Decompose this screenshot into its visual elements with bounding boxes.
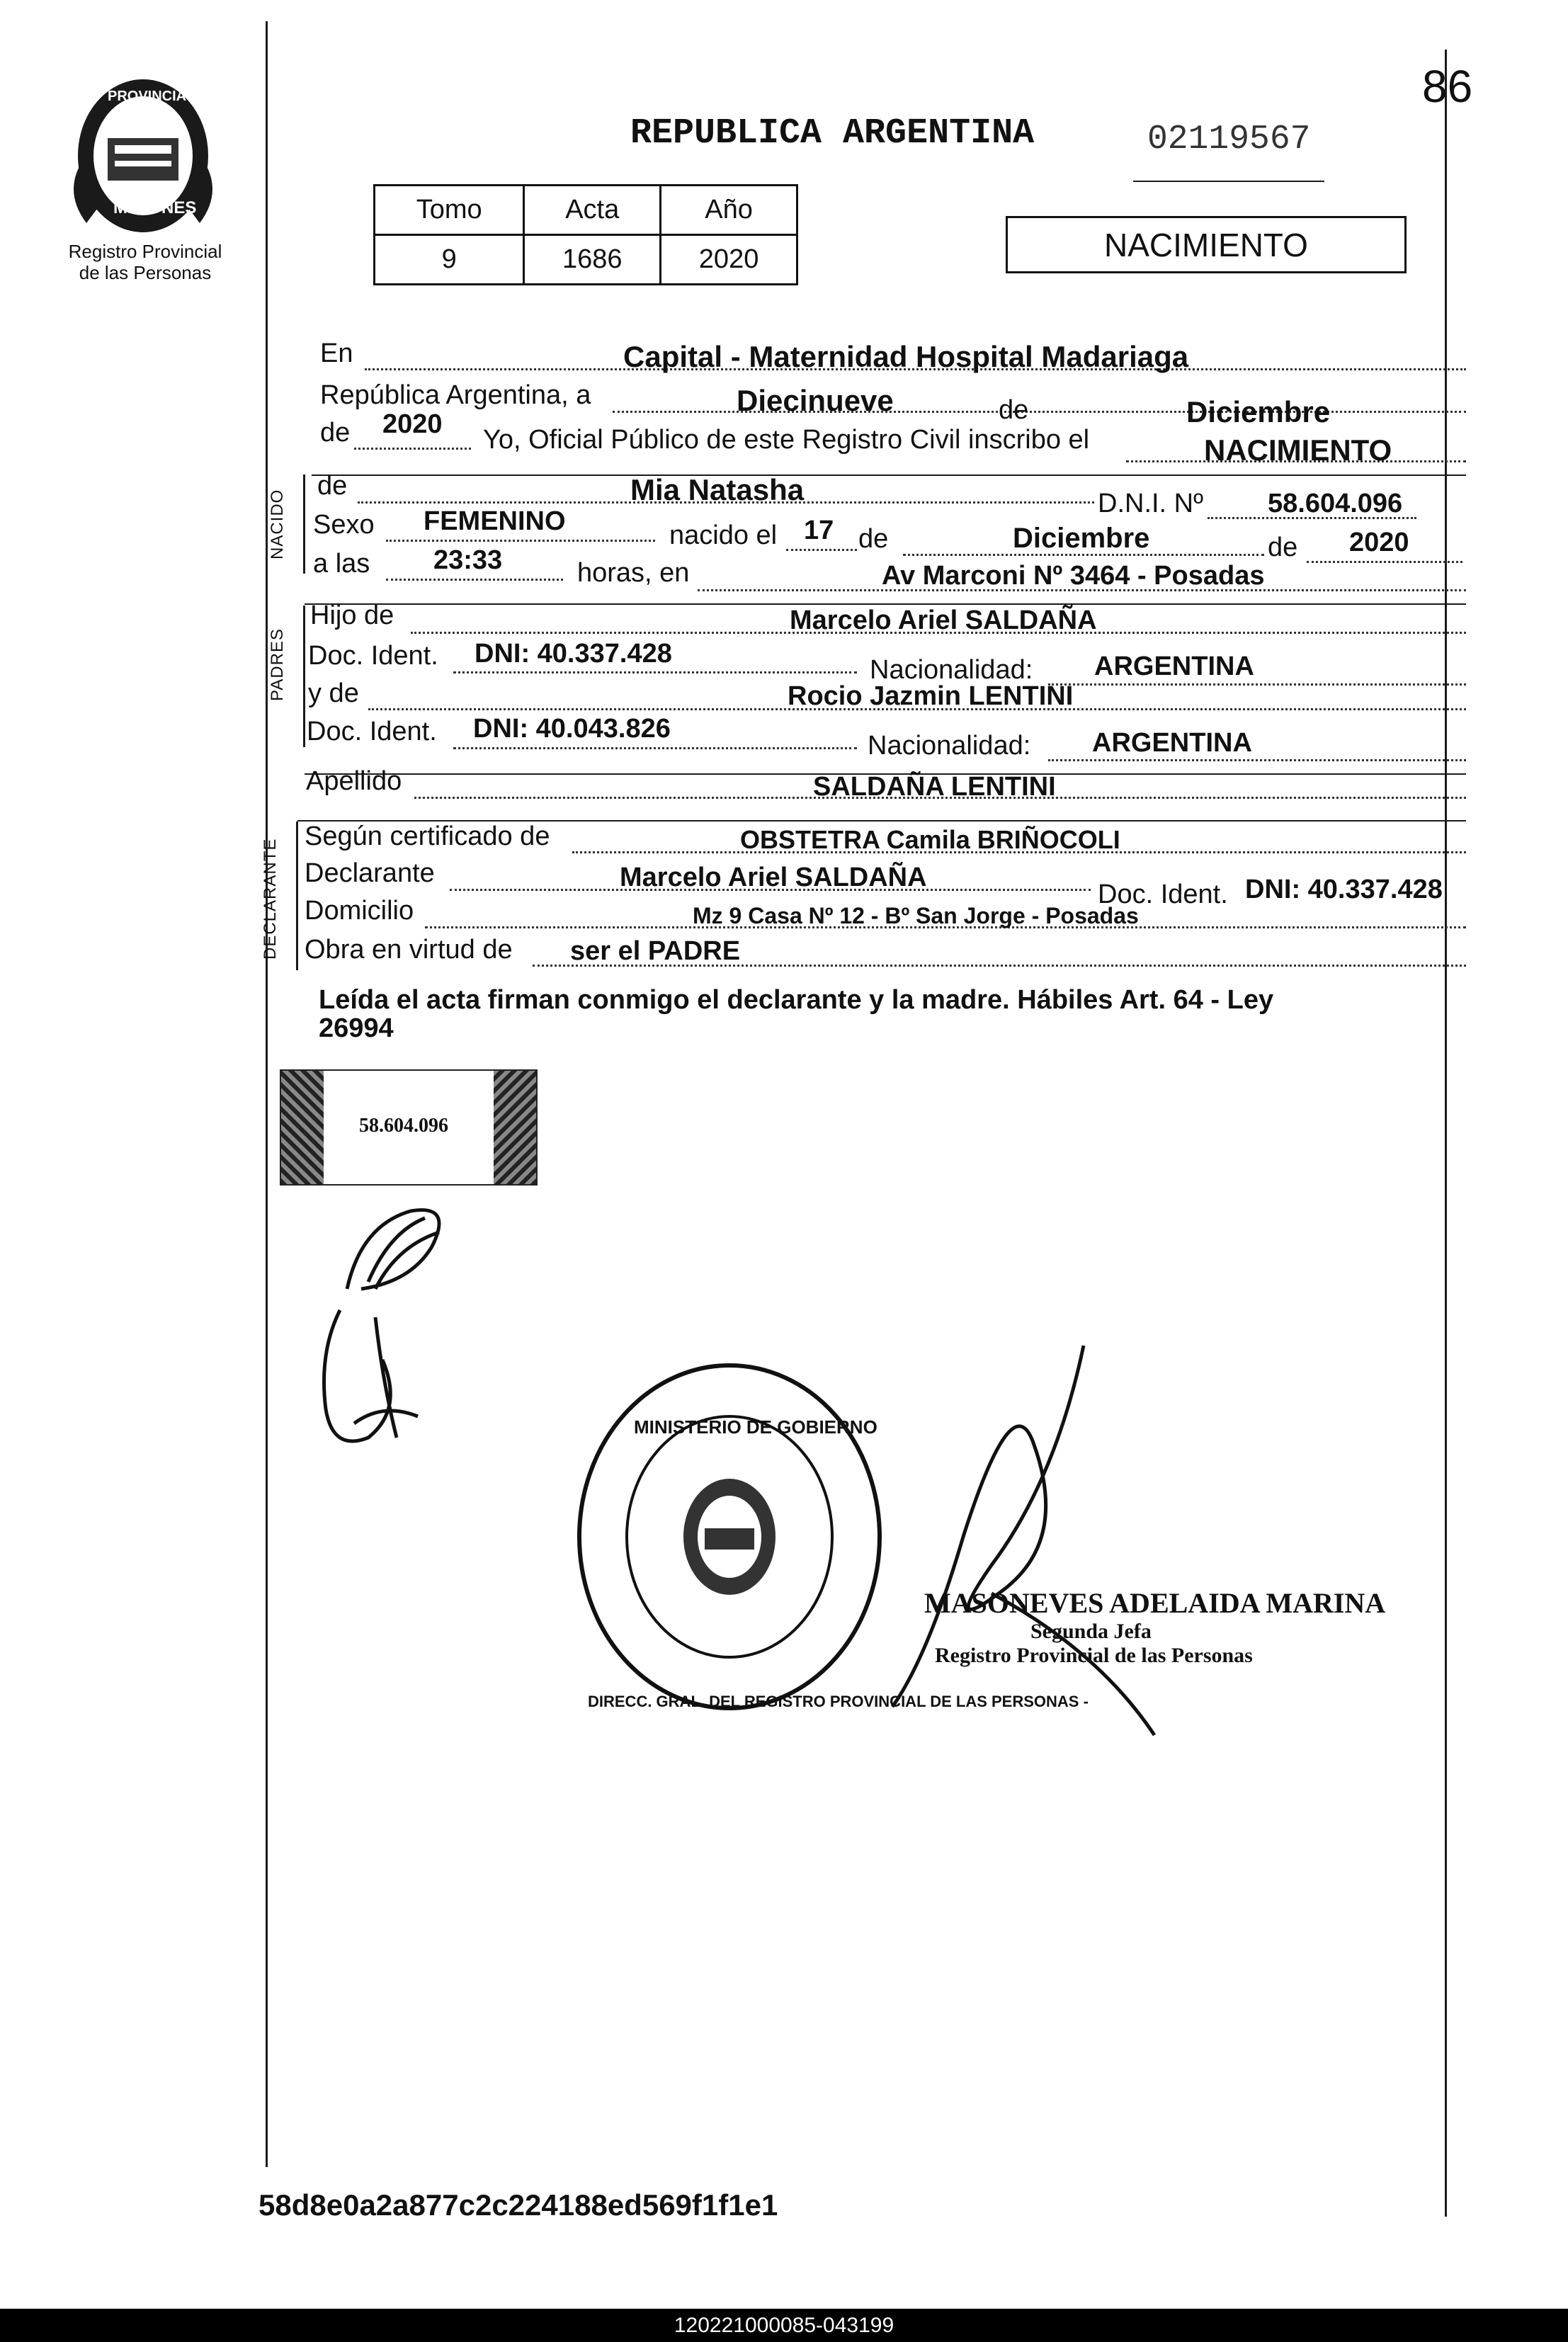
father-nat-label: Nacionalidad: — [870, 655, 1033, 685]
record-type-box — [1006, 216, 1407, 273]
record-word: NACIMIENTO — [1204, 433, 1392, 467]
document-hash: 58d8e0a2a877c2c224188ed569f1f1e1 — [259, 2188, 778, 2222]
section-declarante: DECLARANTE — [261, 838, 280, 960]
birth-year-dots — [1307, 561, 1462, 563]
right-margin-line — [1445, 50, 1447, 2217]
closing-text — [319, 986, 1273, 1042]
record-table-header: Año — [661, 186, 797, 235]
birth-year-de-label: de — [1268, 533, 1298, 562]
page-number: 86 — [1422, 61, 1473, 112]
section-divider-1 — [312, 474, 1466, 476]
obra-value: ser el PADRE — [570, 936, 741, 966]
dni-value: 58.604.096 — [1268, 489, 1403, 518]
nacido-bracket — [303, 474, 305, 574]
mother-doc-label: Doc. Ident. — [307, 717, 437, 746]
day-words: Diecinueve — [737, 384, 894, 417]
domicilio-label: Domicilio — [305, 896, 414, 926]
fingerprint-right-icon — [494, 1071, 536, 1184]
time-dots — [386, 579, 563, 581]
declarante-bracket — [296, 822, 298, 970]
mother-name: Rocio Jazmin LENTINI — [788, 681, 1074, 711]
de-label: de — [999, 395, 1029, 425]
footer-bar — [0, 2309, 1568, 2342]
fingerprint-left-icon — [281, 1071, 324, 1184]
closing-text-line1: Leída el acta firman conmigo el declarante y la madre. Hábiles Art. 64 - Ley — [319, 985, 1274, 1015]
address: Mz 9 Casa Nº 12 - Bº San Jorge - Posadas — [693, 903, 1139, 928]
father-nat-dots — [1048, 683, 1466, 686]
obra-label: Obra en virtud de — [305, 935, 513, 965]
section-nacido: NACIDO — [268, 489, 287, 559]
declarante-label: Declarante — [305, 858, 435, 888]
record-table — [373, 184, 798, 285]
mother-nat: ARGENTINA — [1092, 728, 1252, 758]
day-dots — [786, 549, 857, 551]
registry-name-line1: Registro Provincial — [68, 241, 222, 262]
left-margin-line — [266, 21, 268, 2167]
en-label: En — [320, 339, 353, 368]
mother-nat-dots — [1048, 759, 1466, 761]
footer-code: 120221000085-043199 — [674, 2313, 894, 2337]
padres-bracket — [303, 606, 305, 747]
record-type-label: NACIMIENTO — [1104, 226, 1308, 263]
father-doc-dots — [453, 671, 857, 673]
fingerprint-number: 58.604.096 — [359, 1115, 448, 1137]
birth-day: 17 — [804, 516, 834, 545]
serial-underline — [1133, 181, 1324, 182]
father-doc: DNI: 40.337.428 — [475, 639, 672, 669]
registry-logo — [65, 74, 221, 237]
birth-time: 23:33 — [433, 545, 503, 575]
dni-label: D.N.I. Nº — [1098, 489, 1203, 518]
year-dots — [354, 448, 471, 450]
logo-bottom-text: MISIONES — [113, 198, 197, 217]
sexo-label: Sexo — [313, 510, 375, 540]
sexo-value: FEMENINO — [424, 506, 566, 536]
seal-icon — [574, 1360, 1089, 1714]
birth-year: 2020 — [1349, 528, 1409, 557]
horas-label: horas, en — [577, 558, 690, 588]
official-role: Segunda Jefa — [1030, 1620, 1152, 1643]
birth-place: Av Marconi Nº 3464 - Posadas — [882, 561, 1265, 591]
country-title: REPUBLICA ARGENTINA — [630, 113, 1035, 154]
seal-outer-text: DIRECC. GRAL. DEL REGISTRO PROVINCIAL DE LAS PERSONAS - — [588, 1693, 1089, 1710]
segun-label: Según certificado de — [305, 822, 550, 851]
record-table-header: Tomo — [375, 186, 524, 235]
mother-doc: DNI: 40.043.826 — [473, 714, 671, 744]
certificate: OBSTETRA Camila BRIÑOCOLI — [740, 825, 1120, 854]
republica-label: República Argentina, a — [320, 380, 591, 410]
en-value: Capital - Maternidad Hospital Madariaga — [623, 340, 1189, 373]
birth-month: Diciembre — [1013, 523, 1150, 554]
closing-text-line2: 26994 — [319, 1013, 394, 1043]
declarant-signature-icon — [333, 1197, 460, 1303]
record-table-header: Acta — [524, 186, 661, 235]
child-name: Mia Natasha — [630, 473, 805, 506]
record-table-cell: 9 — [375, 235, 524, 285]
official-stamp — [924, 1586, 1386, 1668]
serial-number: 02119567 — [1147, 120, 1311, 159]
section-divider-2 — [305, 603, 1466, 605]
mother-nat-label: Nacionalidad: — [868, 731, 1031, 761]
record-table-cell: 2020 — [661, 235, 797, 285]
section-padres: PADRES — [268, 628, 287, 701]
mother-doc-dots — [453, 747, 857, 749]
logo-top-text: PROVINCIA DE — [108, 89, 210, 104]
surname: SALDAÑA LENTINI — [813, 772, 1056, 802]
month-words: Diciembre — [1186, 395, 1331, 428]
registry-name — [42, 241, 248, 283]
official-org: Registro Provincial de las Personas — [935, 1644, 1253, 1667]
name-de-label: de — [317, 471, 348, 501]
father-nat: ARGENTINA — [1094, 652, 1254, 681]
record-table-cell: 1686 — [524, 235, 661, 285]
birth-de-label: de — [858, 524, 889, 554]
declarant-name: Marcelo Ariel SALDAÑA — [620, 863, 927, 892]
declarant-doc-label: Doc. Ident. — [1098, 880, 1228, 909]
de-year-label: de — [320, 418, 351, 448]
father-name: Marcelo Ariel SALDAÑA — [790, 606, 1097, 635]
sexo-dots — [386, 540, 655, 542]
yde-label: y de — [308, 678, 359, 708]
declarant-doc: DNI: 40.337.428 — [1245, 875, 1443, 904]
official-seal — [574, 1360, 1089, 1714]
seal-inner-text: MINISTERIO DE GOBIERNO — [634, 1416, 877, 1438]
official-signature-icon — [885, 1338, 1169, 1749]
alas-label: a las — [313, 549, 370, 579]
mother-signature-icon — [312, 1296, 432, 1459]
apellido-label: Apellido — [306, 766, 402, 796]
hijo-label: Hijo de — [310, 601, 394, 630]
year-value: 2020 — [382, 409, 443, 439]
fingerprint-label — [280, 1069, 538, 1186]
father-doc-label: Doc. Ident. — [308, 641, 438, 671]
registry-name-line2: de las Personas — [79, 262, 212, 283]
nacido-label: nacido el — [669, 521, 778, 550]
official-text: Yo, Oficial Público de este Registro Civil inscribo el — [483, 425, 1090, 455]
official-name: MASONEVES ADELAIDA MARINA — [924, 1587, 1386, 1619]
